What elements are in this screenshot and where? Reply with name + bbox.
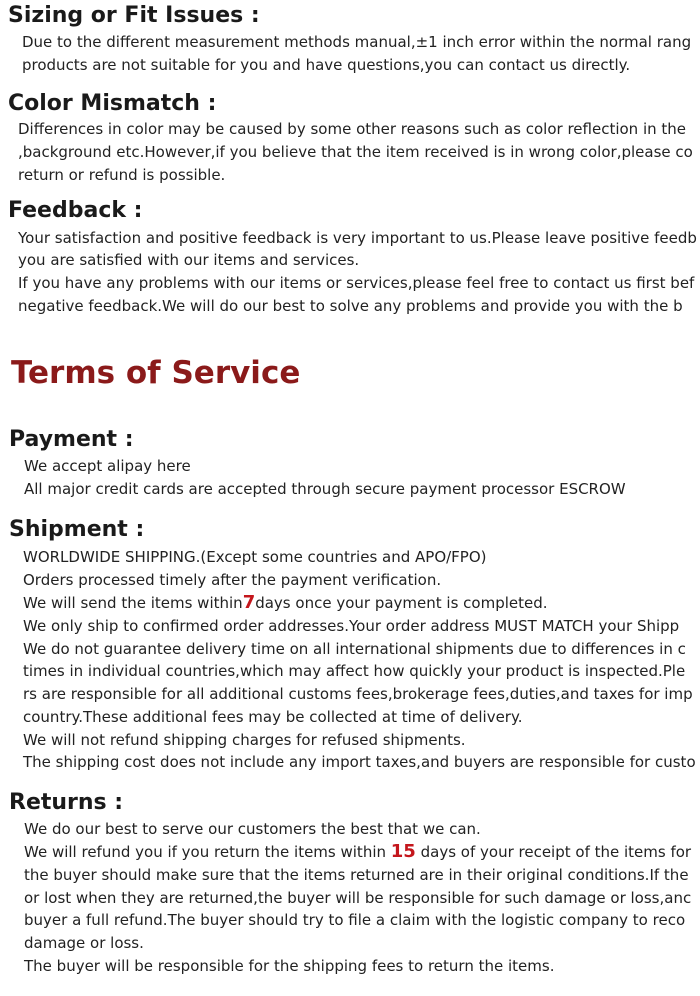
shipment-line-10: The shipping cost does not include any import taxes,and buyers are responsible for custo [23,753,696,771]
shipment-line-9: We will not refund shipping charges for refused shipments. [23,731,466,749]
shipment-line-8: country.These additional fees may be collected at time of delivery. [23,708,523,726]
feedback-line-4: negative feedback.We will do our best to solve any problems and provide you with the b [18,297,683,315]
returns-line-2 [24,841,691,863]
returns-days-number: 15 [390,841,416,862]
feedback-line-3: If you have any problems with our items or services,please feel free to contact us first bef [18,274,695,292]
returns-line-1: We do our best to serve our customers the best that we can. [24,820,481,838]
shipment-line-3-post: days once your payment is completed. [255,594,548,612]
returns-line-4: or lost when they are returned,the buyer will be responsible for such damage or loss,anc [24,889,692,907]
feedback-line-1: Your satisfaction and positive feedback is very important to us.Please leave positive feedb [18,229,697,247]
sizing-line-2: products are not suitable for you and have questions,you can contact us directly. [22,56,631,74]
shipment-line-7: rs are responsible for all additional customs fees,brokerage fees,duties,and taxes for imp [23,685,693,703]
feedback-heading: Feedback : [8,198,143,223]
shipment-line-6: times in individual countries,which may affect how quickly your product is inspected.Ple [23,662,686,680]
sizing-heading: Sizing or Fit Issues : [8,3,260,28]
shipment-line-2: Orders processed timely after the payment verification. [23,571,442,589]
shipment-line-1: WORLDWIDE SHIPPING.(Except some countries and APO/FPO) [23,548,487,566]
returns-line-7: The buyer will be responsible for the shipping fees to return the items. [24,957,555,975]
color-heading: Color Mismatch : [8,91,217,116]
shipment-line-3 [23,592,548,614]
color-line-3: return or refund is possible. [18,166,226,184]
shipment-line-5: We do not guarantee delivery time on all international shipments due to differences in c [23,640,686,658]
terms-of-service-title: Terms of Service [11,355,301,391]
shipment-heading: Shipment : [9,517,145,542]
returns-line-3: the buyer should make sure that the items returned are in their original conditions.If the [24,866,689,884]
color-line-2: ,background etc.However,if you believe that the item received is in wrong color,please co [18,143,693,161]
returns-line-5: buyer a full refund.The buyer should try to file a claim with the logistic company to reco [24,911,686,929]
shipment-line-4: We only ship to confirmed order addresses.Your order address MUST MATCH your Shipp [23,617,680,635]
color-line-1: Differences in color may be caused by some other reasons such as color reflection in the [18,120,687,138]
payment-line-1: We accept alipay here [24,457,191,475]
shipment-days-number: 7 [242,592,256,613]
returns-line-2-post: days of your receipt of the items for [415,843,692,861]
feedback-line-2: you are satisfied with our items and services. [18,251,360,269]
returns-line-2-pre: We will refund you if you return the items within [24,843,391,861]
sizing-line-1: Due to the different measurement methods manual,±1 inch error within the normal rang [22,33,692,51]
returns-line-6: damage or loss. [24,934,144,952]
shipment-line-3-pre: We will send the items within [23,594,243,612]
returns-heading: Returns : [9,790,124,815]
payment-line-2: All major credit cards are accepted through secure payment processor ESCROW [24,480,626,498]
payment-heading: Payment : [9,427,134,452]
